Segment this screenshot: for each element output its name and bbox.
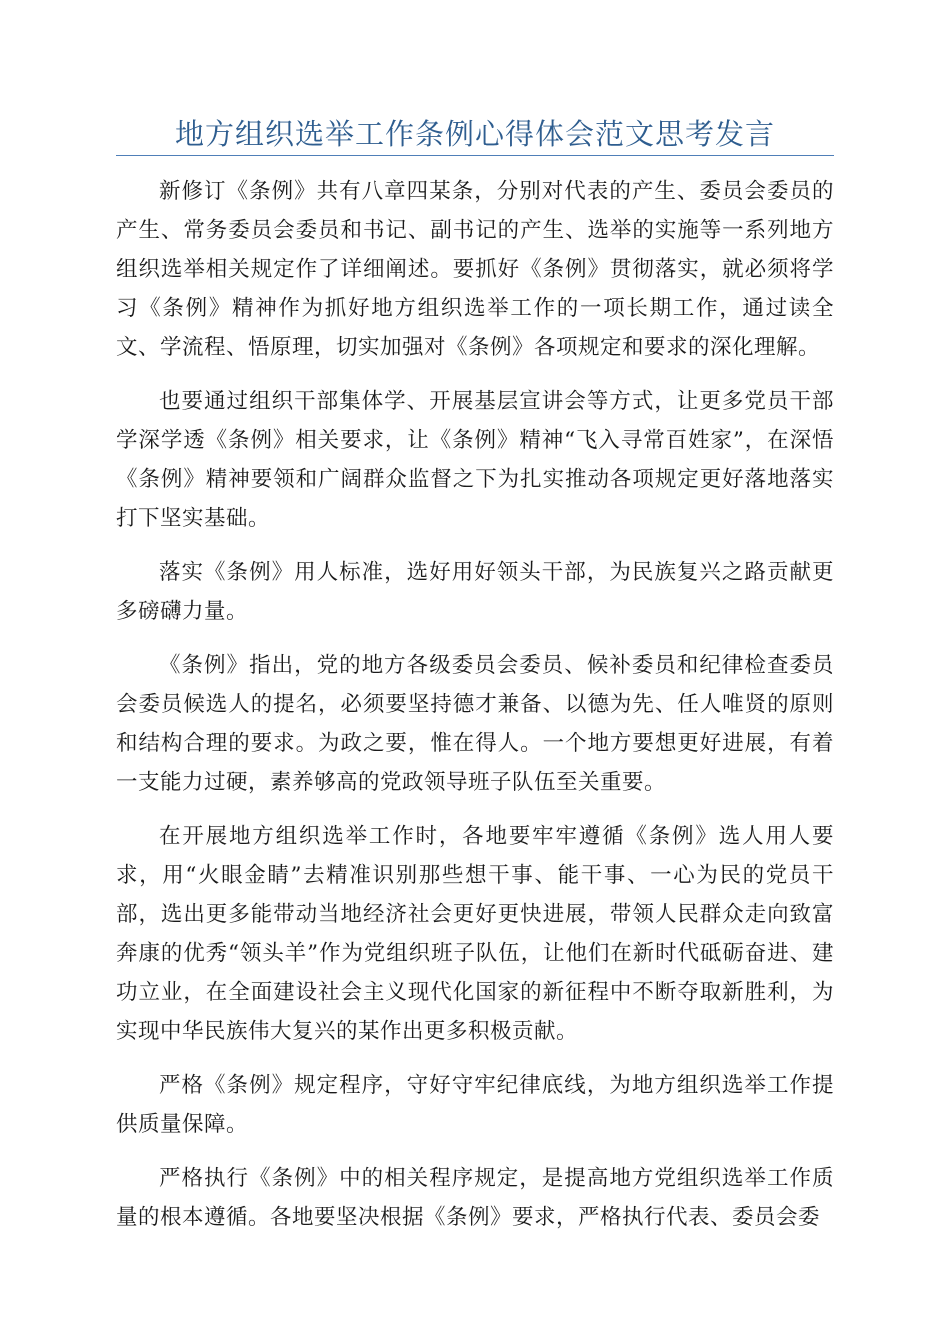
paragraph-4: 《条例》指出，党的地方各级委员会委员、候补委员和纪律检查委员会委员候选人的提名，必须要坚持德才兼备、以德为先、任人唯贤的原则和结构合理的要求。为政之要，惟在得人。一个地方要想更好进展，有着一支能力过硬，素养够高的党政领导班子队伍至关重要。 bbox=[116, 653, 834, 795]
paragraph-6: 严格《条例》规定程序，守好守牢纪律底线，为地方组织选举工作提供质量保障。 bbox=[116, 1073, 834, 1137]
paragraph-7: 严格执行《条例》中的相关程序规定，是提高地方党组织选举工作质量的根本遵循。各地要坚决根据《条例》要求，严格执行代表、委员会委 bbox=[116, 1166, 834, 1230]
document-body bbox=[116, 172, 834, 1252]
paragraph-5: 在开展地方组织选举工作时，各地要牢牢遵循《条例》选人用人要求，用“火眼金睛”去精准识别那些想干事、能干事、一心为民的党员干部，选出更多能带动当地经济社会更好更快进展，带领人民群众走向致富奔康的优秀“领头羊”作为党组织班子队伍，让他们在新时代砥砺奋进、建功立业，在全面建设社会主义现代化国家的新征程中不断夺取新胜利，为实现中华民族伟大复兴的某作出更多积极贡献。 bbox=[116, 824, 834, 1044]
paragraph-2: 也要通过组织干部集体学、开展基层宣讲会等方式，让更多党员干部学深学透《条例》相关要求，让《条例》精神“飞入寻常百姓家”，在深悟《条例》精神要领和广阔群众监督之下为扎实推动各项规定更好落地落实打下坚实基础。 bbox=[116, 389, 834, 531]
title-underline bbox=[116, 155, 834, 156]
document-title: 地方组织选举工作条例心得体会范文思考发言 bbox=[174, 117, 775, 151]
paragraph-3: 落实《条例》用人标准，选好用好领头干部，为民族复兴之路贡献更多磅礴力量。 bbox=[116, 560, 834, 624]
paragraph-1: 新修订《条例》共有八章四某条，分别对代表的产生、委员会委员的产生、常务委员会委员和书记、副书记的产生、选举的实施等一系列地方组织选举相关规定作了详细阐述。要抓好《条例》贯彻落实，就必须将学习《条例》精神作为抓好地方组织选举工作的一项长期工作，通过读全文、学流程、悟原理，切实加强对《条例》各项规定和要求的深化理解。 bbox=[116, 179, 834, 360]
